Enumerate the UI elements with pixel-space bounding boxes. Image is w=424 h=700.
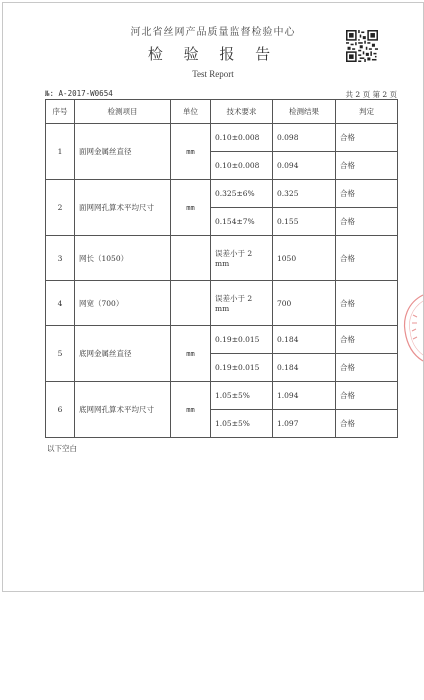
table-row [46, 124, 398, 152]
verdict: 合格 [336, 326, 398, 354]
report-number: №: A-2017-W0654 [45, 89, 113, 98]
col-verdict: 判定 [336, 100, 398, 124]
col-no: 序号 [46, 100, 75, 124]
table-row [46, 382, 398, 410]
results-table [45, 99, 398, 438]
report-title: 检 验 报 告 [147, 45, 279, 63]
verdict: 合格 [336, 208, 398, 236]
seal-stamp-icon [401, 293, 424, 363]
requirement: 误差小于 2 mm [211, 281, 273, 326]
unit: mm [171, 124, 211, 180]
verdict: 合格 [336, 152, 398, 180]
result: 0.325 [273, 180, 336, 208]
table-row [46, 236, 398, 281]
report-title-english: Test Report [192, 69, 234, 79]
organization-name: 河北省丝网产品质量监督检验中心 [130, 27, 296, 38]
unit: mm [171, 180, 211, 236]
unit [171, 281, 211, 326]
requirement: 0.10±0.008 [211, 124, 273, 152]
test-item: 面网金属丝直径 [75, 124, 171, 180]
result: 1.097 [273, 410, 336, 438]
verdict: 合格 [336, 124, 398, 152]
verdict: 合格 [336, 354, 398, 382]
result: 0.094 [273, 152, 336, 180]
row-number: 6 [46, 382, 75, 438]
verdict: 合格 [336, 281, 398, 326]
result: 0.184 [273, 326, 336, 354]
qr-code-icon [346, 30, 378, 62]
verdict: 合格 [336, 382, 398, 410]
requirement: 0.154±7% [211, 208, 273, 236]
requirement: 0.10±0.008 [211, 152, 273, 180]
result: 0.155 [273, 208, 336, 236]
result: 700 [273, 281, 336, 326]
test-item: 底网网孔算术平均尺寸 [75, 382, 171, 438]
test-item: 面网网孔算术平均尺寸 [75, 180, 171, 236]
requirement: 0.19±0.015 [211, 354, 273, 382]
result: 1.094 [273, 382, 336, 410]
result: 0.184 [273, 354, 336, 382]
result: 1050 [273, 236, 336, 281]
table-row [46, 281, 398, 326]
page-info: 共 2 页 第 2 页 [345, 90, 397, 99]
col-unit: 单位 [171, 100, 211, 124]
row-number: 3 [46, 236, 75, 281]
verdict: 合格 [336, 236, 398, 281]
test-item: 网宽（700） [75, 281, 171, 326]
table-header [46, 100, 398, 124]
requirement: 0.19±0.015 [211, 326, 273, 354]
requirement: 误差小于 2 mm [211, 236, 273, 281]
table-row [46, 326, 398, 354]
requirement: 1.05±5% [211, 382, 273, 410]
unit: mm [171, 382, 211, 438]
verdict: 合格 [336, 180, 398, 208]
result: 0.098 [273, 124, 336, 152]
row-number: 4 [46, 281, 75, 326]
col-result: 检测结果 [273, 100, 336, 124]
test-item: 网长（1050） [75, 236, 171, 281]
verdict: 合格 [336, 410, 398, 438]
unit [171, 236, 211, 281]
report-page [2, 2, 424, 592]
row-number: 1 [46, 124, 75, 180]
table-row [46, 180, 398, 208]
row-number: 5 [46, 326, 75, 382]
col-item: 检测项目 [75, 100, 171, 124]
requirement: 0.325±6% [211, 180, 273, 208]
requirement: 1.05±5% [211, 410, 273, 438]
unit: mm [171, 326, 211, 382]
report-meta [45, 89, 397, 98]
row-number: 2 [46, 180, 75, 236]
test-item: 底网金属丝直径 [75, 326, 171, 382]
col-requirement: 技术要求 [211, 100, 273, 124]
blank-below-note: 以下空白 [47, 444, 77, 453]
